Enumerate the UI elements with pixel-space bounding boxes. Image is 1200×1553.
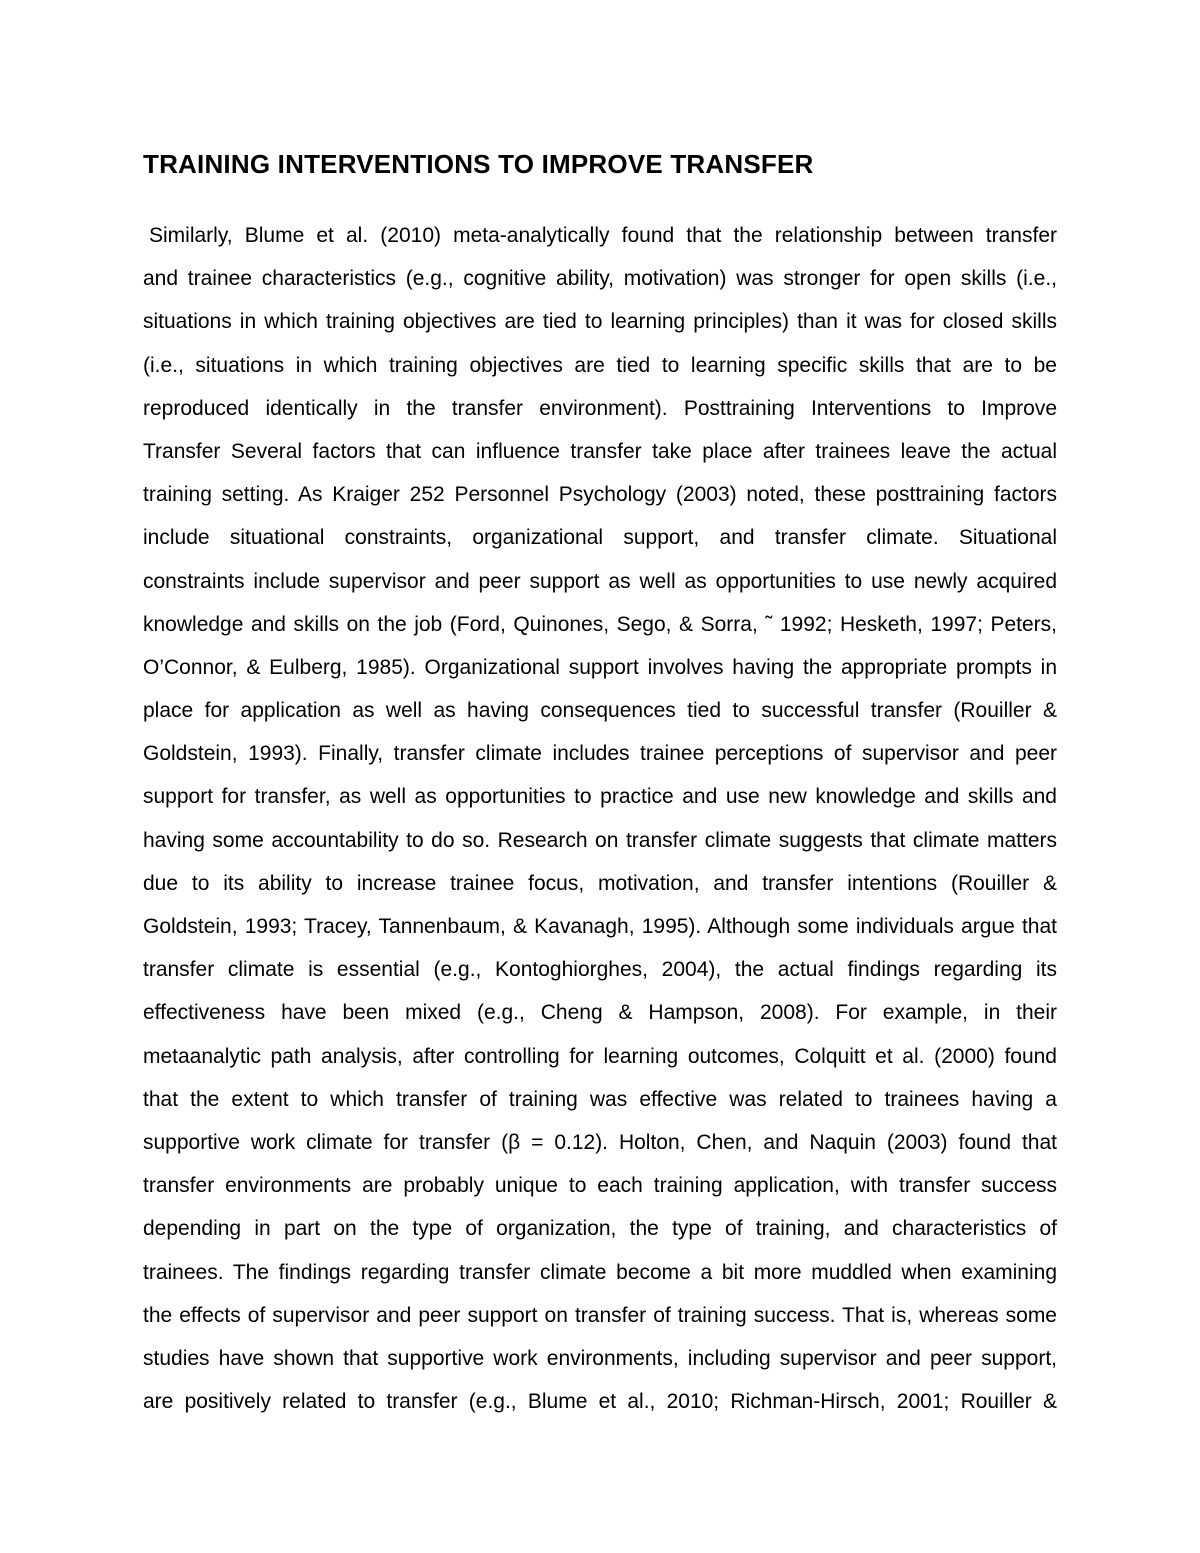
body-paragraph [143,214,1057,1423]
paragraph-line: the effects of supervisor and peer support on transfer of training success. That is, whereas some [143,1303,1057,1327]
paragraph-line: are positively related to transfer (e.g., Blume et al., 2010; Richman-Hirsch, 2001; Rouiller & [143,1390,1057,1414]
document-page [143,140,1057,1423]
paragraph-line: supportive work climate for transfer (β = 0.12). Holton, Chen, and Naquin (2003) found that [143,1130,1057,1154]
paragraph-line: place for application as well as having consequences tied to successful transfer (Rouiller & [143,699,1057,723]
paragraph-line: studies have shown that supportive work environments, including supervisor and peer support, [143,1346,1057,1370]
paragraph-line: Transfer Several factors that can influence transfer take place after trainees leave the actual [143,439,1057,463]
paragraph-line: (i.e., situations in which training objectives are tied to learning specific skills that are to be [143,353,1057,377]
paragraph-line: constraints include supervisor and peer support as well as opportunities to use newly acquired [143,569,1057,593]
paragraph-line: knowledge and skills on the job (Ford, Quinones, Sego, & Sorra, ˜ 1992; Hesketh, 1997; Peters, [143,612,1057,636]
paragraph-line: having some accountability to do so. Research on transfer climate suggests that climate matters [143,828,1057,852]
paragraph-line: trainees. The findings regarding transfer climate become a bit more muddled when examining [143,1260,1057,1284]
paragraph-line: training setting. As Kraiger 252 Personnel Psychology (2003) noted, these posttraining factors [143,483,1057,507]
paragraph-line: reproduced identically in the transfer environment). Posttraining Interventions to Improve [143,396,1057,420]
paragraph-line: due to its ability to increase trainee focus, motivation, and transfer intentions (Rouiller & [143,871,1057,895]
paragraph-line: situations in which training objectives are tied to learning principles) than it was for closed skills [143,310,1057,334]
paragraph-line: that the extent to which transfer of training was effective was related to trainees having a [143,1087,1057,1111]
page-title: TRAINING INTERVENTIONS TO IMPROVE TRANSFER [143,149,814,179]
paragraph-line: metaanalytic path analysis, after controlling for learning outcomes, Colquitt et al. (2000) found [143,1044,1057,1068]
paragraph-line: O’Connor, & Eulberg, 1985). Organizational support involves having the appropriate prompts in [143,655,1057,679]
paragraph-line: Goldstein, 1993). Finally, transfer climate includes trainee perceptions of supervisor and peer [143,742,1057,766]
paragraph-line: transfer environments are probably unique to each training application, with transfer success [143,1174,1057,1198]
paragraph-line: include situational constraints, organizational support, and transfer climate. Situational [143,526,1057,550]
paragraph-line: Goldstein, 1993; Tracey, Tannenbaum, & Kavanagh, 1995). Although some individuals argue that [143,915,1057,938]
paragraph-line: Similarly, Blume et al. (2010) meta-analytically found that the relationship between transfer [149,224,1057,247]
paragraph-line: transfer climate is essential (e.g., Kontoghiorghes, 2004), the actual findings regarding its [143,958,1057,982]
paragraph-line: support for transfer, as well as opportunities to practice and use new knowledge and skills and [143,785,1057,809]
paragraph-line: depending in part on the type of organization, the type of training, and characteristics of [143,1217,1057,1241]
paragraph-line: effectiveness have been mixed (e.g., Cheng & Hampson, 2008). For example, in their [143,1001,1057,1025]
paragraph-line: and trainee characteristics (e.g., cognitive ability, motivation) was stronger for open skills (i.e., [143,267,1057,291]
